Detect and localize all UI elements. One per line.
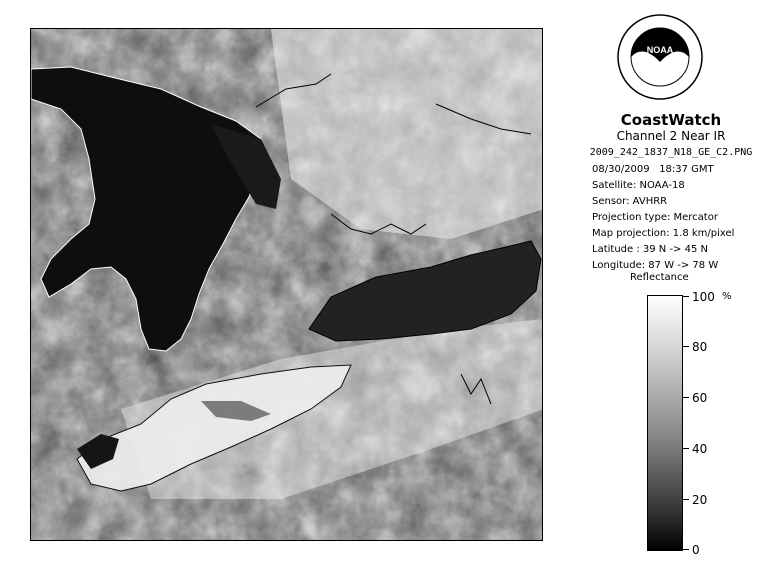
noaa-logo-icon [617,14,703,100]
colorbar-tick-label: 60 [692,391,708,405]
product-subtitle: Channel 2 Near IR [616,129,726,143]
date-time-line [592,164,714,175]
colorbar-unit: % [722,291,732,302]
projection-line: Projection type: Mercator [592,212,718,223]
colorbar-tick [683,549,689,550]
longitude-line: Longitude: 87 W -> 78 W [592,260,719,271]
colorbar-label: Reflectance [630,272,689,283]
colorbar-tick-label: 100 [692,290,715,304]
sensor-line: Sensor: AVHRR [592,196,668,207]
date-value: 08/30/2009 [592,164,650,175]
satellite-map [31,29,543,541]
colorbar-tick [683,448,689,449]
colorbar-tick-label: 0 [692,543,700,557]
latitude-line: Latitude : 39 N -> 45 N [592,244,708,255]
time-value: 18:37 GMT [659,164,714,175]
colorbar-tick [683,499,689,500]
colorbar-tick-label: 80 [692,340,708,354]
colorbar-tick-label: 20 [692,493,708,507]
colorbar-tick-label: 40 [692,442,708,456]
colorbar-tick [683,296,689,297]
satellite-line: Satellite: NOAA-18 [592,180,685,191]
product-filename: 2009_242_1837_N18_GE_C2.PNG [589,147,753,158]
product-title: CoastWatch [620,111,722,129]
colorbar-tick [683,346,689,347]
noaa-logo-text: NOAA [646,45,674,55]
colorbar-tick [683,397,689,398]
map-projection-line: Map projection: 1.8 km/pixel [592,228,735,239]
satellite-image [30,28,543,541]
reflectance-colorbar [647,295,683,551]
